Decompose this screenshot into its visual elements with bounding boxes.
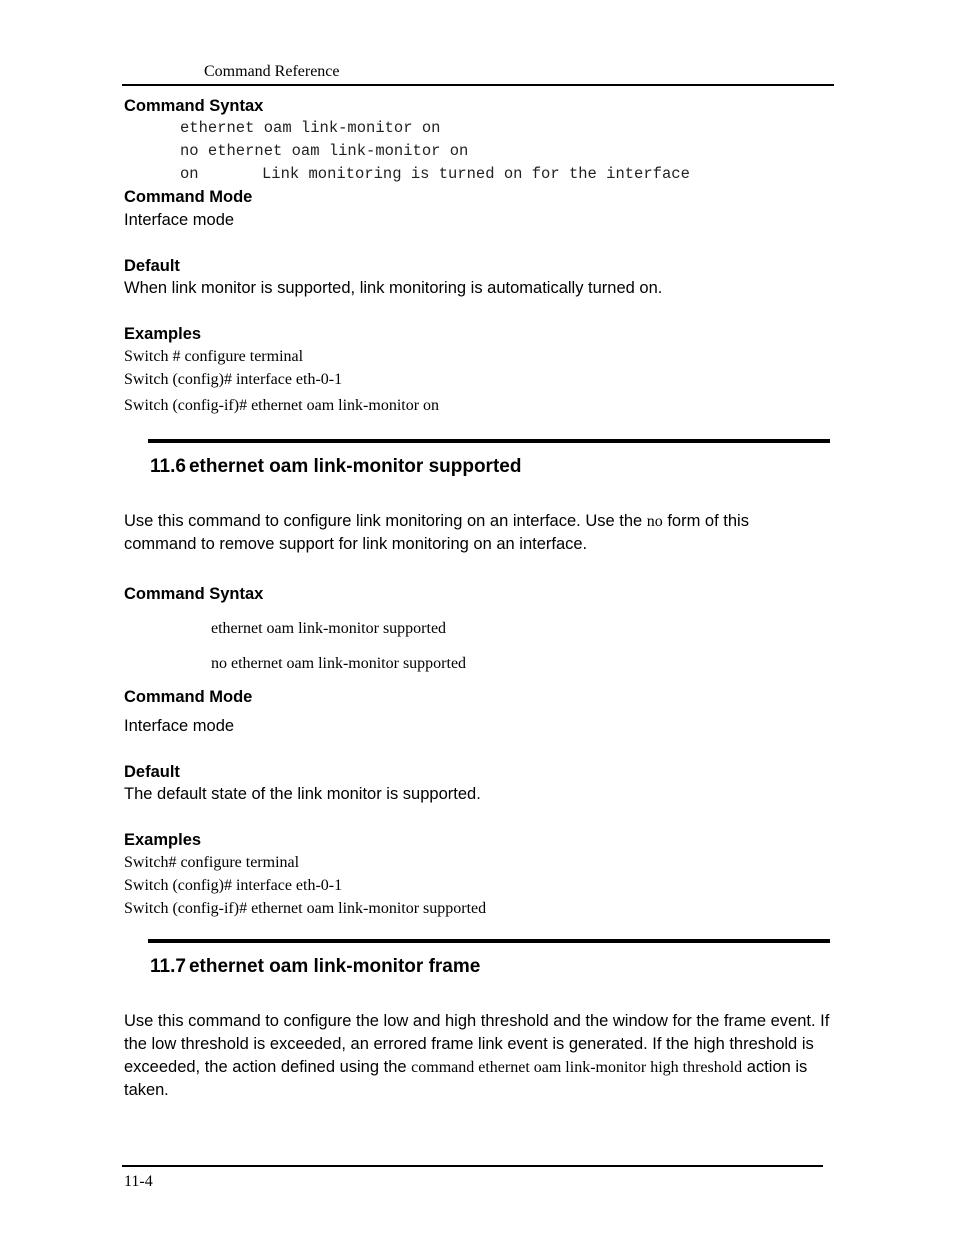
inline-code: command ethernet oam link-monitor high threshold xyxy=(411,1059,743,1076)
section-number: 11.7 xyxy=(150,956,186,977)
mode-heading: Command Mode xyxy=(124,188,253,206)
default-text: The default state of the link monitor is supported. xyxy=(124,785,481,803)
example-line: Switch (config-if)# ethernet oam link-monitor on xyxy=(124,397,440,414)
section-heading-11-7 xyxy=(150,956,480,978)
syntax-line: ethernet oam link-monitor supported xyxy=(211,620,447,637)
header-rule xyxy=(122,84,834,86)
section-rule xyxy=(148,939,830,943)
syntax-line: ethernet oam link-monitor on xyxy=(180,119,441,137)
syntax-heading: Command Syntax xyxy=(124,585,264,603)
inline-code: no xyxy=(646,513,663,530)
example-line: Switch # configure terminal xyxy=(124,348,304,365)
description-period: . xyxy=(164,1082,169,1099)
description-text: Use this command to configure link monitoring on an interface. Use the xyxy=(124,512,647,530)
examples-heading: Examples xyxy=(124,325,202,343)
mode-text: Interface mode xyxy=(124,717,235,735)
example-line: Switch (config)# interface eth-0-1 xyxy=(124,371,343,388)
description-text: form of this command to remove support for link monitoring on an interface. xyxy=(124,512,749,553)
section-title: ethernet oam link-monitor supported xyxy=(188,456,522,477)
description-text: Use this command to configure the low and high threshold and the window for the frame event. If the low threshold is exceeded, an errored frame link event is generated. If the high threshold is exceeded, the action defined using the xyxy=(124,1012,830,1076)
section-title: ethernet oam link-monitor frame xyxy=(188,956,481,977)
mode-text: Interface mode xyxy=(124,211,235,229)
examples-heading: Examples xyxy=(124,831,202,849)
footer-rule xyxy=(122,1165,823,1167)
section-rule xyxy=(148,439,830,443)
section-description xyxy=(124,510,824,556)
syntax-heading: Command Syntax xyxy=(124,97,264,115)
syntax-line: no ethernet oam link-monitor supported xyxy=(211,655,467,672)
page-number: 11-4 xyxy=(124,1173,153,1190)
section-number: 11.6 xyxy=(150,456,186,477)
example-line: Switch (config)# interface eth-0-1 xyxy=(124,877,343,894)
header-title: Command Reference xyxy=(204,63,340,80)
default-heading: Default xyxy=(124,763,180,781)
default-text: When link monitor is supported, link monitoring is automatically turned on. xyxy=(124,279,663,297)
section-heading-11-6 xyxy=(150,456,521,478)
example-line: Switch (config-if)# ethernet oam link-monitor supported xyxy=(124,900,487,917)
example-line: Switch# configure terminal xyxy=(124,854,300,871)
description-text: action is taken xyxy=(124,1058,808,1099)
mode-heading: Command Mode xyxy=(124,688,253,706)
param-name: on xyxy=(180,165,199,183)
syntax-line: no ethernet oam link-monitor on xyxy=(180,142,469,160)
param-description: Link monitoring is turned on for the interface xyxy=(262,165,690,183)
default-heading: Default xyxy=(124,257,180,275)
section-description xyxy=(124,1010,836,1102)
